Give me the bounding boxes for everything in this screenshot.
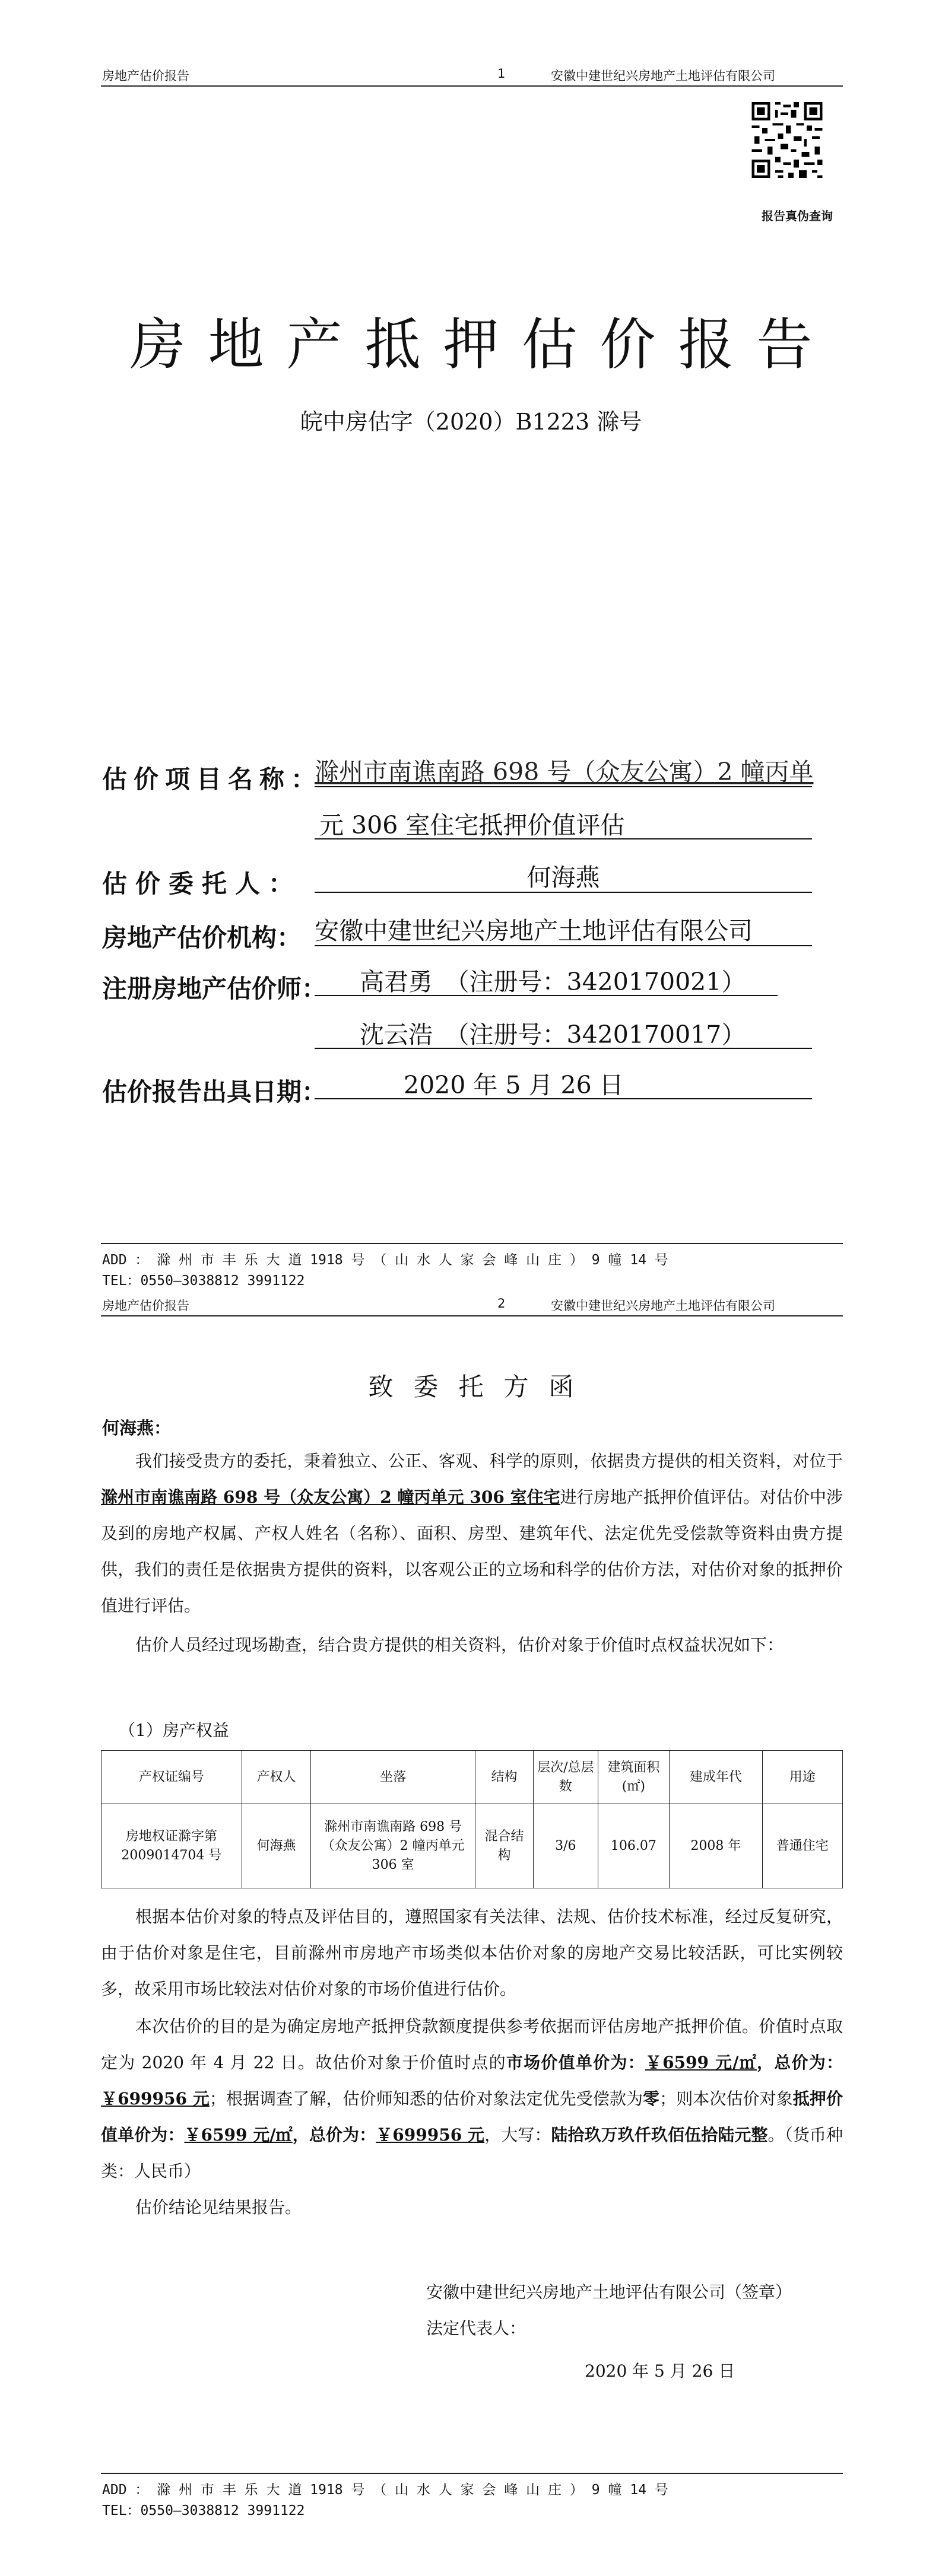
page1-footer-phone: TEL：0550—3038812 3991122 [102,1273,305,1289]
legal-representative: 法定代表人： [426,2319,526,2338]
table-header-cell: 产权人 [242,1751,311,1804]
qr-code-icon[interactable] [749,98,825,182]
p4-text-q: 。（货币种类：人民币） [101,2125,843,2181]
letter-paragraph-1 [101,1443,843,1624]
p4-text-a: 本次估价的目的是为确定房地产抵押贷款额度提供参考依据而评估房地产抵押价值。价值时点取定为 2020 年 4 月 22 日。故估价对象于价值时点的 [101,2017,843,2072]
issue-date-value: 2020 年 5 月 26 日 [315,1071,812,1099]
page1-header-rule [101,85,843,87]
table-cell: 普通住宅 [762,1804,842,1888]
page2-header-right: 安徽中建世纪兴房地产土地评估有限公司 [551,1299,775,1313]
appraiser-label: 注册房地产估价师： [102,974,327,1003]
table-cell: 房地权证滁字第2009014704 号 [102,1804,242,1888]
issue-date-label: 估价报告出具日期： [102,1077,327,1106]
page1-header-page-number: 1 [497,66,506,81]
page2-footer-address: ADD ： 滁 州 市 丰 乐 大 道 1918 号 （ 山 水 人 家 会 峰 山 庄 ） 9 幢 14 号 [102,2482,668,2498]
p4-text-i: ；则本次估价对象 [659,2089,793,2108]
letter-salutation: 何海燕： [102,1418,172,1438]
letter-paragraph-3: 根据本估价对象的特点及评估目的，遵照国家有关法律、法规、估价技术标准，经过反复研究，由于估价对象是住宅，目前滁州市房地产市场类似本估价对象的房地产交易比较活跃，可比实例较多，故采用市场比较法对估价对象的市场价值进行估价。 [101,1907,843,1999]
p4-market-total-label: 总价为： [774,2053,843,2072]
project-name-value-2: 元 306 室住宅抵押价值评估 [315,811,812,839]
page2-header-page-number: 2 [497,1296,506,1311]
table-header-cell: 建成年代 [670,1751,762,1804]
p1-property-address: 滁州市南谯南路 698 号（众友公寓）2 幢丙单元 306 室住宅 [101,1487,560,1507]
project-name-label: 估价项目名称： [102,765,323,794]
appraiser-1: 高君勇 （注册号：3420170021） [315,968,778,996]
signature-company: 安徽中建世纪兴房地产土地评估有限公司（签章） [426,2282,792,2302]
page1-header-right: 安徽中建世纪兴房地产土地评估有限公司 [551,69,775,83]
letter-paragraph-5: 估价结论见结果报告。 [135,2197,302,2217]
p4-market-unit-label: 市场价值单价为： [506,2053,645,2072]
table-cell: 3/6 [534,1804,598,1888]
page2-footer-rule [101,2473,843,2474]
table-caption: （1）房产权益 [119,1720,229,1740]
table-cell: 滁州市南谯南路 698 号（众友公寓）2 幢丙单元 306 室 [311,1804,475,1888]
p1-text-a: 我们接受贵方的委托，秉着独立、公正、客观、科学的原则，依据贵方提供的相关资料，对位于 [135,1451,843,1471]
table-header-row [102,1751,843,1804]
report-title: 房地产抵押估价报告 [129,313,835,377]
p4-market-total-value: ￥699956 元 [101,2089,210,2108]
project-name-value-line1 [315,758,812,787]
table-header-cell: 坐落 [311,1751,475,1804]
letter-paragraph-4 [101,2008,843,2189]
table-header-cell: 产权证编号 [102,1751,242,1804]
agency-label: 房地产估价机构： [102,923,302,952]
table-header-cell: 建筑面积(㎡) [598,1751,670,1804]
p4-priority-payment: 零 [643,2089,660,2108]
table-header-cell: 层次/总层数 [534,1751,598,1804]
property-rights-table [101,1750,843,1888]
p4-mortgage-unit-value: ￥6599 元/㎡ [184,2125,293,2145]
client-label: 估价委托人： [102,869,302,898]
qr-caption: 报告真伪查询 [762,209,833,223]
p4-mortgage-total-value: ￥699956 元 [376,2125,485,2145]
p4-text-g: ；根据调查了解，估价师知悉的估价对象法定优先受偿款为 [209,2089,643,2108]
letter-title: 致委托方函 [368,1372,594,1401]
p1-text-b: 进行房地产抵押价值评估。对估价中涉及到的房地产权属、产权人姓名（名称）、面积、房型、建筑年代、法定优先受偿款等资料由贵方提供，我们的责任是依据贵方提供的资料，以客观公正的立场和科学的估价方法，对估价对象的抵押价值进行评估。 [101,1487,843,1615]
p4-mortgage-unit-label: 抵押价值单价为： [101,2089,843,2145]
p4-sep-1: ， [756,2053,775,2072]
table-cell: 何海燕 [242,1804,311,1888]
appraiser-2: 沈云浩 （注册号：3420170017） [315,1020,812,1049]
page2-header-left: 房地产估价报告 [102,1299,189,1313]
project-name-value-1: 滁州市南谯南路 698 号（众友公寓）2 幢丙单 [315,758,814,786]
table-cell: 混合结构 [475,1804,533,1888]
page1-footer-rule [101,1243,843,1244]
table-cell: 2008 年 [670,1804,762,1888]
table-row [102,1804,843,1888]
p4-text-o: ，大写： [484,2125,551,2145]
page1-footer-address: ADD ： 滁 州 市 丰 乐 大 道 1918 号 （ 山 水 人 家 会 峰 山 庄 ） 9 幢 14 号 [102,1252,668,1268]
p4-sep-2: ， [292,2125,309,2145]
signature-date: 2020 年 5 月 26 日 [585,2361,735,2381]
letter-paragraph-2: 估价人员经过现场勘查，结合贵方提供的相关资料，估价对象于价值时点权益状况如下： [135,1635,784,1655]
agency-value: 安徽中建世纪兴房地产土地评估有限公司 [315,917,812,946]
table-header-cell: 用途 [762,1751,842,1804]
p4-mortgage-total-label: 总价为： [309,2125,376,2145]
page2-header-rule [101,1315,843,1316]
table-header-cell: 结构 [475,1751,533,1804]
page2-footer-phone: TEL：0550—3038812 3991122 [102,2503,305,2518]
p4-market-unit-value: ￥6599 元/㎡ [645,2053,757,2072]
page1-header-left: 房地产估价报告 [102,69,189,83]
client-value: 何海燕 [315,863,812,893]
p4-amount-in-words: 陆拾玖万玖仟玖佰伍拾陆元整 [551,2125,768,2145]
table-cell: 106.07 [598,1804,670,1888]
report-number: 皖中房估字（2020）B1223 滁号 [300,409,642,435]
